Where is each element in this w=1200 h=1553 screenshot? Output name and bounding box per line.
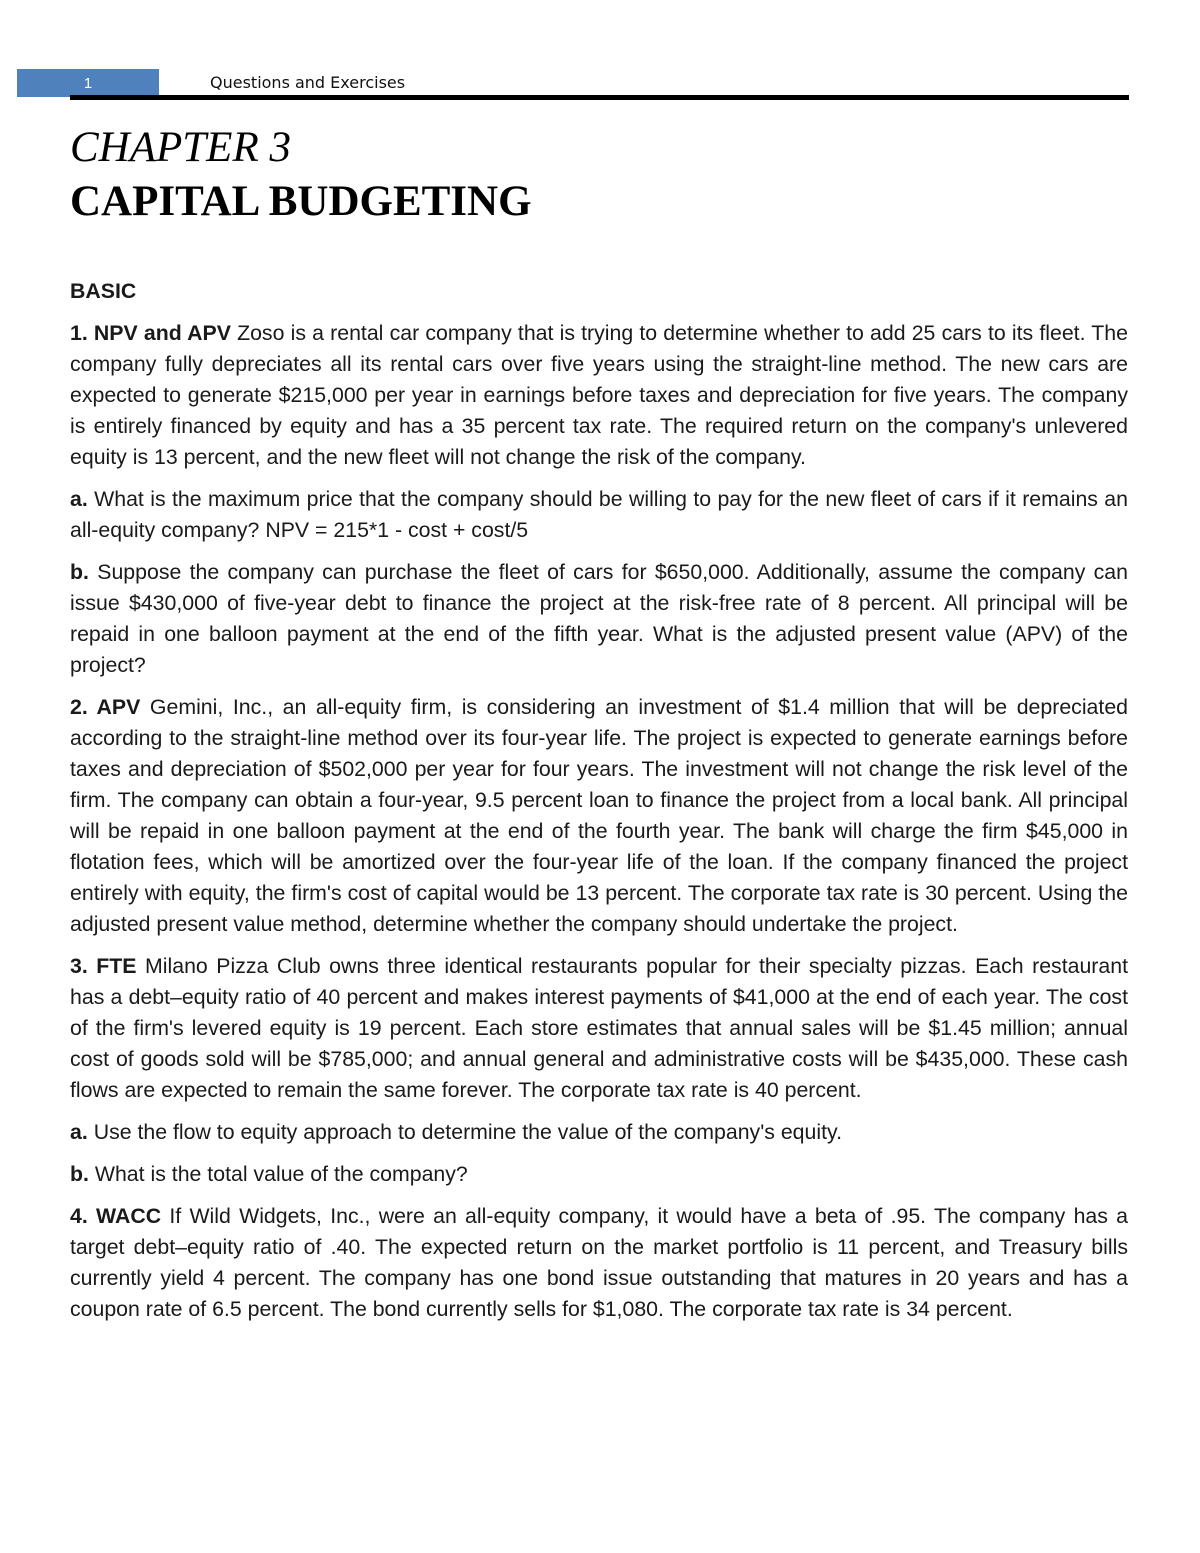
question-4 [70,1201,1128,1325]
question-3b-text: What is the total value of the company? [94,1162,468,1186]
question-2 [70,692,1128,940]
question-3b [70,1159,1128,1190]
question-3-text: Milano Pizza Club owns three identical restaurants popular for their specialty pizzas. Each restaurant has a debt–equity ratio of 40 percent and makes interest payments of $41,000 at the end of each year. The cost of the firm's levered equity is 19 percent. Each store estimates that annual sales will be $1.45 million; annual cost of goods sold will be $785,000; and annual general and administrative costs will be $435,000. These cash flows are expected to remain the same forever. The corporate tax rate is 40 percent. [70,954,1129,1102]
question-2-text: Gemini, Inc., an all-equity firm, is considering an investment of $1.4 million that will be depreciated according to the straight-line method over its four-year life. The project is expected to generate earnings before taxes and depreciation of $502,000 per year for four years. The investment will not change the risk level of the firm. The company can obtain a four-year, 9.5 percent loan to finance the project from a local bank. All principal will be repaid in one balloon payment at the end of the fourth year. The bank will charge the firm $45,000 in flotation fees, which will be amortized over the four-year life of the loan. If the company financed the project entirely with equity, the firm's cost of capital would be 13 percent. The corporate tax rate is 30 percent. Using the adjusted present value method, determine whether the company should undertake the project. [70,695,1129,936]
question-1b-text: Suppose the company can purchase the fleet of cars for $650,000. Additionally, assume the company can issue $430,000 of five-year debt to finance the project at the risk-free rate of 8 percent. All principal will be repaid in one balloon payment at the end of the fifth year. What is the adjusted present value (APV) of the project? [70,560,1128,677]
question-3a [70,1117,1128,1148]
question-1b-label: b. [70,560,89,584]
question-1a-label: a. [70,487,88,511]
running-header-title: Questions and Exercises [210,73,406,92]
question-1-label: 1. NPV and APV [70,321,231,345]
document-body [70,276,1128,1336]
question-1a [70,484,1128,546]
question-2-label: 2. APV [70,695,141,719]
chapter-title: CAPITAL BUDGETING [70,178,532,225]
chapter-number: CHAPTER 3 [70,124,291,171]
question-1b [70,557,1128,681]
question-3a-text: Use the flow to equity approach to determine the value of the company's equity. [93,1120,843,1144]
header-rule [70,95,1129,100]
question-3-label: 3. FTE [70,954,137,978]
question-4-label: 4. WACC [70,1204,162,1228]
question-3a-label: a. [70,1120,88,1144]
section-heading: BASIC [70,279,137,303]
question-1a-text: What is the maximum price that the company should be willing to pay for the new fleet of cars if it remains an all-equity company? NPV = 215*1 - cost + cost/5 [70,487,1128,542]
page-number: 1 [83,74,93,92]
question-1-text: Zoso is a rental car company that is trying to determine whether to add 25 cars to its fleet. The company fully depreciates all its rental cars over five years using the straight-line method. The new cars are expected to generate $215,000 per year in earnings before taxes and depreciation for five years. The company is entirely financed by equity and has a 35 percent tax rate. The required return on the company's unlevered equity is 13 percent, and the new fleet will not change the risk of the company. [70,321,1128,469]
question-3b-label: b. [70,1162,89,1186]
question-4-text: If Wild Widgets, Inc., were an all-equity company, it would have a beta of .95. The company has a target debt–equity ratio of .40. The expected return on the market portfolio is 11 percent, and Treasury bills currently yield 4 percent. The company has one bond issue outstanding that matures in 20 years and has a coupon rate of 6.5 percent. The bond currently sells for $1,080. The corporate tax rate is 34 percent. [70,1204,1129,1321]
question-3 [70,951,1128,1106]
page-number-box [17,69,159,97]
question-1 [70,318,1128,473]
